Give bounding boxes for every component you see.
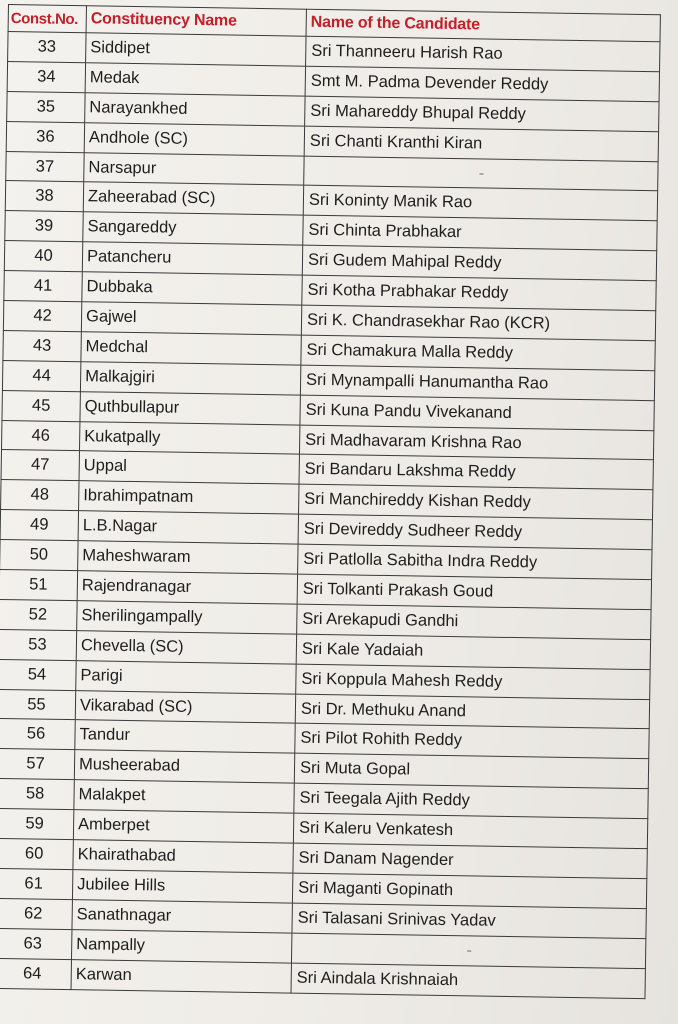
const-no-cell: 55: [0, 689, 76, 720]
candidate-name-cell: Sri Gudem Mahipal Reddy: [302, 245, 656, 280]
candidate-name-cell: Sri Madhavaram Krishna Rao: [299, 425, 653, 460]
const-no-cell: 46: [1, 420, 79, 451]
constituency-name-cell: Uppal: [79, 451, 299, 484]
candidate-name-cell: Sri Teegala Ajith Reddy: [294, 783, 648, 818]
constituency-name-cell: Siddipet: [86, 33, 306, 66]
candidate-name-cell: Sri Mahareddy Bhupal Reddy: [305, 96, 659, 131]
constituency-name-cell: Ibrahimpatnam: [79, 481, 299, 514]
constituency-name-cell: Amberpet: [73, 810, 293, 843]
candidate-name-cell: Sri Kotha Prabhakar Reddy: [302, 275, 656, 310]
const-no-cell: 40: [4, 241, 82, 272]
header-candidate-name: Name of the Candidate: [306, 9, 660, 42]
printed-sheet: [0, 4, 664, 1024]
constituency-name-cell: Medchal: [81, 332, 301, 365]
const-no-cell: 48: [1, 480, 79, 511]
candidate-name-cell: Sri Kale Yadaiah: [296, 634, 650, 669]
constituency-name-cell: Medak: [85, 63, 305, 96]
constituency-name-cell: Malakpet: [74, 780, 294, 813]
const-no-cell: 43: [3, 330, 81, 361]
const-no-cell: 52: [0, 599, 77, 630]
const-no-cell: 33: [8, 32, 86, 63]
table-body: [0, 32, 660, 999]
const-no-cell: 63: [0, 928, 72, 959]
const-no-cell: 57: [0, 749, 75, 780]
constituency-name-cell: Andhole (SC): [84, 122, 304, 155]
candidate-name-cell: Sri Chinta Prabhakar: [303, 216, 657, 251]
constituency-name-cell: Sanathnagar: [72, 899, 292, 932]
candidate-name-cell: Sri Bandaru Lakshma Reddy: [299, 455, 653, 490]
constituency-name-cell: L.B.Nagar: [78, 511, 298, 544]
const-no-cell: 42: [3, 300, 81, 331]
candidate-name-cell: Sri K. Chandrasekhar Rao (KCR): [301, 305, 655, 340]
candidate-name-cell: Sri Danam Nagender: [293, 843, 647, 878]
constituency-name-cell: Narayankhed: [85, 93, 305, 126]
const-no-cell: 39: [5, 211, 83, 242]
candidate-name-cell: Sri Chamakura Malla Reddy: [301, 335, 655, 370]
candidate-name-cell: Sri Mynampalli Hanumantha Rao: [300, 365, 654, 400]
candidate-name-cell: Sri Talasani Srinivas Yadav: [292, 903, 646, 938]
candidate-name-cell: Sri Chanti Kranthi Kiran: [304, 126, 658, 161]
constituency-name-cell: Karwan: [71, 959, 291, 992]
constituency-name-cell: Dubbaka: [82, 272, 302, 305]
const-no-cell: 35: [7, 91, 85, 122]
const-no-cell: 50: [0, 540, 78, 571]
const-no-cell: 37: [6, 151, 84, 182]
candidate-name-cell: Sri Arekapudi Gandhi: [297, 604, 651, 639]
constituency-name-cell: Tandur: [75, 720, 295, 753]
candidate-name-cell: Sri Koninty Manik Rao: [303, 186, 657, 221]
const-no-cell: 51: [0, 569, 78, 600]
candidate-name-cell: Sri Dr. Methuku Anand: [295, 694, 649, 729]
constituency-name-cell: Sherilingampally: [77, 601, 297, 634]
constituency-name-cell: Chevella (SC): [76, 630, 296, 663]
const-no-cell: 58: [0, 779, 74, 810]
const-no-cell: 56: [0, 719, 75, 750]
candidate-name-cell: Sri Pilot Rohith Reddy: [295, 724, 649, 759]
candidate-name-cell: Sri Aindala Krishnaiah: [291, 963, 645, 998]
candidate-name-cell: Sri Devireddy Sudheer Reddy: [298, 514, 652, 549]
constituency-name-cell: Sangareddy: [83, 212, 303, 245]
header-const-no: Const.No.: [8, 5, 86, 33]
constituency-name-cell: Parigi: [76, 660, 296, 693]
const-no-cell: 44: [2, 360, 80, 391]
const-no-cell: 60: [0, 838, 73, 869]
constituency-name-cell: Khairathabad: [73, 840, 293, 873]
const-no-cell: 62: [0, 898, 72, 929]
candidate-name-cell: Smt M. Padma Devender Reddy: [305, 66, 659, 101]
const-no-cell: 61: [0, 868, 73, 899]
candidate-name-cell: Sri Manchireddy Kishan Reddy: [299, 484, 653, 519]
constituency-name-cell: Narsapur: [84, 152, 304, 185]
candidate-name-cell: Sri Tolkanti Prakash Goud: [297, 574, 651, 609]
constituency-name-cell: Musheerabad: [74, 750, 294, 783]
candidate-name-cell: Sri Koppula Mahesh Reddy: [296, 664, 650, 699]
const-no-cell: 49: [0, 510, 78, 541]
const-no-cell: 53: [0, 629, 77, 660]
const-no-cell: 59: [0, 809, 74, 840]
candidate-name-cell: Sri Maganti Gopinath: [292, 873, 646, 908]
candidate-name-cell: Sri Thanneeru Harish Rao: [306, 36, 660, 71]
constituency-name-cell: Patancheru: [82, 242, 302, 275]
empty-candidate-dash: -: [466, 940, 473, 960]
candidates-table: [0, 4, 661, 999]
const-no-cell: 34: [7, 61, 85, 92]
constituency-name-cell: Jubilee Hills: [72, 870, 292, 903]
header-constituency-name: Constituency Name: [86, 6, 306, 36]
constituency-name-cell: Vikarabad (SC): [75, 690, 295, 723]
constituency-name-cell: Nampally: [72, 929, 292, 962]
const-no-cell: 38: [5, 181, 83, 212]
constituency-name-cell: Gajwel: [81, 302, 301, 335]
empty-candidate-dash: -: [478, 163, 485, 182]
constituency-name-cell: Rajendranagar: [77, 571, 297, 604]
candidate-name-cell: Sri Patlolla Sabitha Indra Reddy: [298, 544, 652, 579]
candidate-name-cell: Sri Kuna Pandu Vivekanand: [300, 395, 654, 430]
const-no-cell: 54: [0, 659, 76, 690]
constituency-name-cell: Maheshwaram: [78, 541, 298, 574]
constituency-name-cell: Quthbullapur: [80, 391, 300, 424]
candidate-name-cell: Sri Muta Gopal: [294, 753, 648, 788]
const-no-cell: 36: [6, 121, 84, 152]
constituency-name-cell: Zaheerabad (SC): [83, 182, 303, 215]
constituency-name-cell: Kukatpally: [79, 421, 299, 454]
constituency-name-cell: Malkajgiri: [80, 361, 300, 394]
const-no-cell: 45: [2, 390, 80, 421]
const-no-cell: 41: [4, 271, 82, 302]
const-no-cell: 47: [1, 450, 79, 481]
candidate-name-cell: Sri Kaleru Venkatesh: [293, 813, 647, 848]
const-no-cell: 64: [0, 958, 72, 989]
